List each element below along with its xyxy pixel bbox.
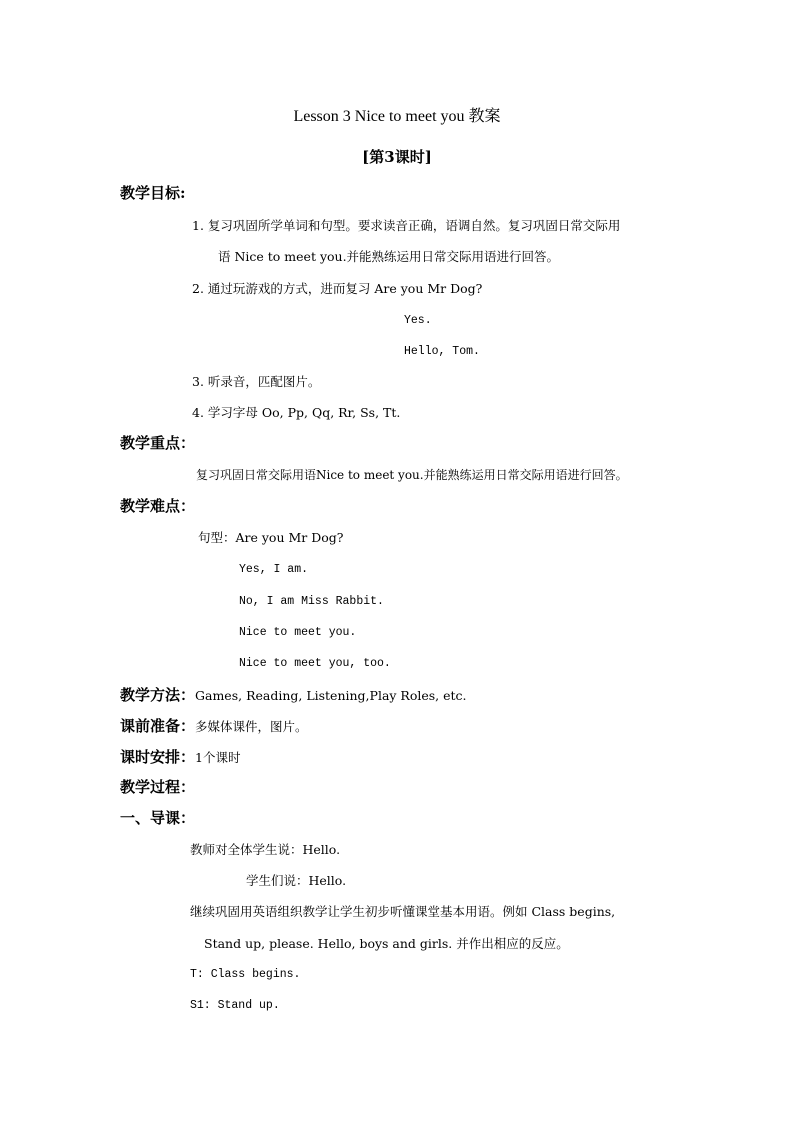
difficulty-line-2: Yes, I am. (239, 563, 309, 576)
difficulty-line-3: No, I am Miss Rabbit. (239, 595, 384, 608)
intro-line-2: 学生们说：Hello. (246, 873, 347, 888)
preparation-text: 多媒体课件，图片。 (195, 719, 308, 734)
methods-heading: 教学方法： (120, 686, 196, 704)
schedule-heading: 课时安排： (120, 748, 196, 766)
methods-row (120, 687, 467, 703)
intro-dialog-teacher: T: Class begins. (190, 968, 301, 981)
objective-1-line-2: 语 Nice to meet you.并能熟练运用日常交际用语进行回答。 (218, 249, 560, 264)
key-points-heading: 教学重点： (120, 434, 196, 452)
difficulty-line-5: Nice to meet you, too. (239, 657, 391, 670)
objective-2-reply-2: Hello, Tom. (404, 345, 480, 358)
intro-line-1: 教师对全体学生说：Hello. (190, 842, 341, 857)
key-points-text: 复习巩固日常交际用语Nice to meet you.并能熟练运用日常交际用语进行回答。 (196, 468, 628, 482)
objectives-heading: 教学目标: (120, 184, 186, 202)
document-title: Lesson 3 Nice to meet you 教案 (293, 108, 501, 125)
methods-text: Games, Reading, Listening,Play Roles, etc. (195, 688, 467, 703)
difficulty-line-4: Nice to meet you. (239, 626, 357, 639)
schedule-text: 1个课时 (195, 750, 241, 765)
objective-2-reply-1: Yes. (404, 314, 432, 327)
objective-4: 4. 学习字母 Oo, Pp, Qq, Rr, Ss, Tt. (192, 405, 401, 420)
process-heading: 教学过程： (120, 778, 196, 796)
preparation-row (120, 718, 308, 734)
objective-1-line-1: 1. 复习巩固所学单词和句型。要求读音正确，语调自然。复习巩固日常交际用 (192, 218, 621, 233)
objective-3: 3. 听录音，匹配图片。 (192, 374, 321, 389)
intro-dialog-student: S1: Stand up. (190, 999, 280, 1012)
intro-heading: 一、导课： (120, 809, 196, 827)
lesson-period-subtitle: [第3课时] (362, 148, 432, 166)
difficulties-heading: 教学难点： (120, 497, 196, 515)
objective-2: 2. 通过玩游戏的方式，进而复习 Are you Mr Dog? (192, 281, 483, 296)
intro-line-4: Stand up, please. Hello, boys and girls. 并作出相应的反应。 (204, 936, 569, 951)
schedule-row (120, 749, 240, 765)
preparation-heading: 课前准备： (120, 717, 196, 735)
intro-line-3: 继续巩固用英语组织教学让学生初步听懂课堂基本用语。例如 Class begins, (190, 904, 616, 919)
difficulty-sentence-pattern: 句型：Are you Mr Dog? (198, 530, 344, 545)
